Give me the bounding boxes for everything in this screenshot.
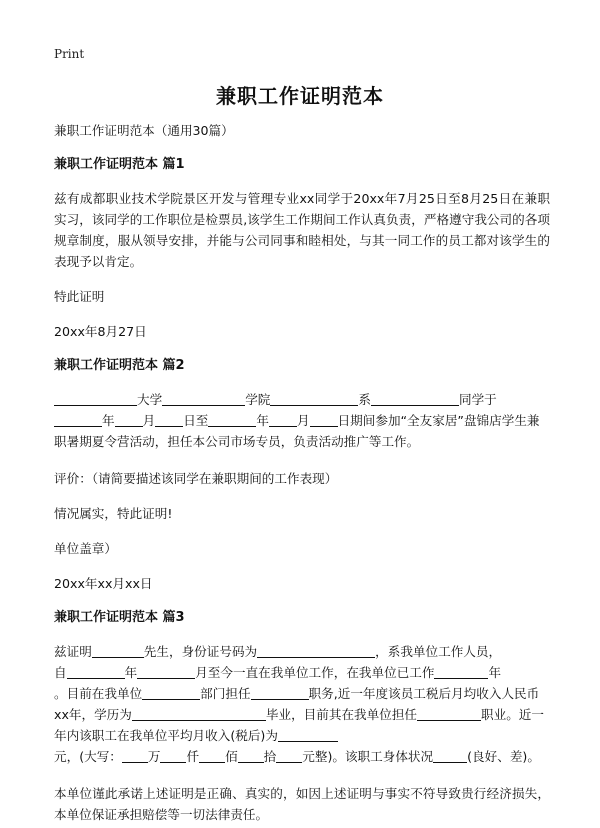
- text-zizhengming: 兹证明: [54, 644, 92, 659]
- section-2-stamp: 单位盖章）: [54, 541, 117, 556]
- section-1-heading: 兼职工作证明范本 篇1: [54, 157, 185, 172]
- text-bai: 佰: [225, 749, 238, 764]
- text-wan: 万: [147, 749, 161, 764]
- blank-field: [122, 749, 148, 763]
- text-yuan: 元，(大写：: [54, 749, 122, 764]
- text-zhiye: 职业。近一年内该职工在我单位平均月收入(税后)为: [54, 707, 544, 743]
- blank-field: [142, 686, 200, 700]
- document-body: [54, 120, 550, 825]
- section-2-date: 20xx年xx月xx日: [54, 576, 153, 591]
- section-1-body: 兹有成都职业技术学院景区开发与管理专业xx同学于20xx年7月25日至8月25日在兼职实习，该同学的工作职位是检票员,该学生工作期间工作认真负责，严格遵守我公司的各项规章制度，服从领导安排，并能与公司同事和睦相处，与其一同工作的员工都对该学生的表现予以肯定。: [54, 191, 550, 269]
- text-yuezhi: 月至今一直在我单位工作，在我单位已工作: [195, 665, 435, 680]
- blank-field: [132, 707, 266, 721]
- text-qian: 仟: [186, 749, 200, 764]
- section-1-date: 20xx年8月27日: [54, 324, 147, 339]
- section-3-body: [54, 641, 550, 767]
- blank-field: [54, 392, 137, 406]
- blank-field: [160, 749, 186, 763]
- text-xiansheng: 先生，身份证号码为: [143, 644, 258, 659]
- blank-field: [238, 749, 264, 763]
- text-nian: 年: [256, 413, 269, 428]
- blank-field: [92, 644, 144, 658]
- blank-field: [433, 749, 467, 763]
- document-subtitle: 兼职工作证明范本（通用30篇）: [54, 123, 234, 138]
- text-nian: 年: [488, 665, 502, 680]
- section-2-confirm: 情况属实，特此证明!: [54, 506, 173, 521]
- text-tongxueyu: 同学于: [458, 392, 497, 407]
- blank-field: [155, 413, 183, 427]
- text-nian: 年: [102, 413, 115, 428]
- section-1-special: 特此证明: [54, 289, 105, 304]
- text-bumen: 部门担任: [200, 686, 251, 701]
- section-2-evaluation: 评价：（请简要描述该同学在兼职期间的工作表现）: [54, 471, 338, 486]
- section-3-heading: 兼职工作证明范本 篇3: [54, 610, 185, 625]
- blank-field: [310, 413, 338, 427]
- blank-field: [251, 686, 309, 700]
- text-yue: 月: [142, 413, 156, 428]
- blank-field: [269, 413, 297, 427]
- blank-field: [54, 413, 102, 427]
- blank-field: [208, 413, 256, 427]
- section-2-body: [54, 389, 550, 452]
- blank-field: [371, 392, 459, 406]
- text-xueyuan: 学院: [245, 392, 271, 407]
- blank-field: [276, 749, 302, 763]
- text-nian: 年: [124, 665, 138, 680]
- text-xi: 系: [358, 392, 371, 407]
- blank-field: [278, 728, 338, 742]
- section-3-commitment: 本单位谨此承诺上述证明是正确、真实的，如因上述证明与事实不符导致贵行经济损失，本单位保证承担赔偿等一切法律责任。: [54, 786, 550, 822]
- text-rizhi: 日至: [183, 413, 209, 428]
- section-2-heading: 兼职工作证明范本 篇2: [54, 358, 185, 373]
- blank-field: [199, 749, 225, 763]
- blank-field: [434, 665, 488, 679]
- blank-field: [137, 665, 195, 679]
- text-zi: 自: [54, 665, 67, 680]
- text-close: )。: [522, 749, 540, 764]
- blank-field: [162, 392, 245, 406]
- text-shi: 拾: [263, 749, 277, 764]
- text-biye: 毕业，目前其在我单位担任: [265, 707, 417, 722]
- blank-field: [417, 707, 481, 721]
- blank-field: [115, 413, 143, 427]
- print-label: Print: [54, 47, 85, 61]
- text-section-2-tail: 日期间参加“全友家居”盘锦店学生兼职暑期夏令营活动，担任本公司市场专员，负责活动推广等工作。: [54, 413, 540, 449]
- text-muqian: 。目前在我单位: [54, 686, 143, 701]
- blank-field: [67, 665, 125, 679]
- text-xiwo: ，系我单位工作人员，: [375, 644, 502, 659]
- document-title: 兼职工作证明范本: [216, 84, 384, 108]
- blank-field: [270, 392, 358, 406]
- text-yue: 月: [296, 413, 310, 428]
- text-daxue: 大学: [137, 392, 163, 407]
- blank-field: [257, 644, 375, 658]
- text-zhiwu: 职务,近一年度该员工税后月均收入人民币 xx年，学历为: [54, 686, 540, 722]
- text-lianghao: (良好、差: [467, 749, 523, 764]
- text-yuanzheng: 元整)。该职工身体状况: [302, 749, 434, 764]
